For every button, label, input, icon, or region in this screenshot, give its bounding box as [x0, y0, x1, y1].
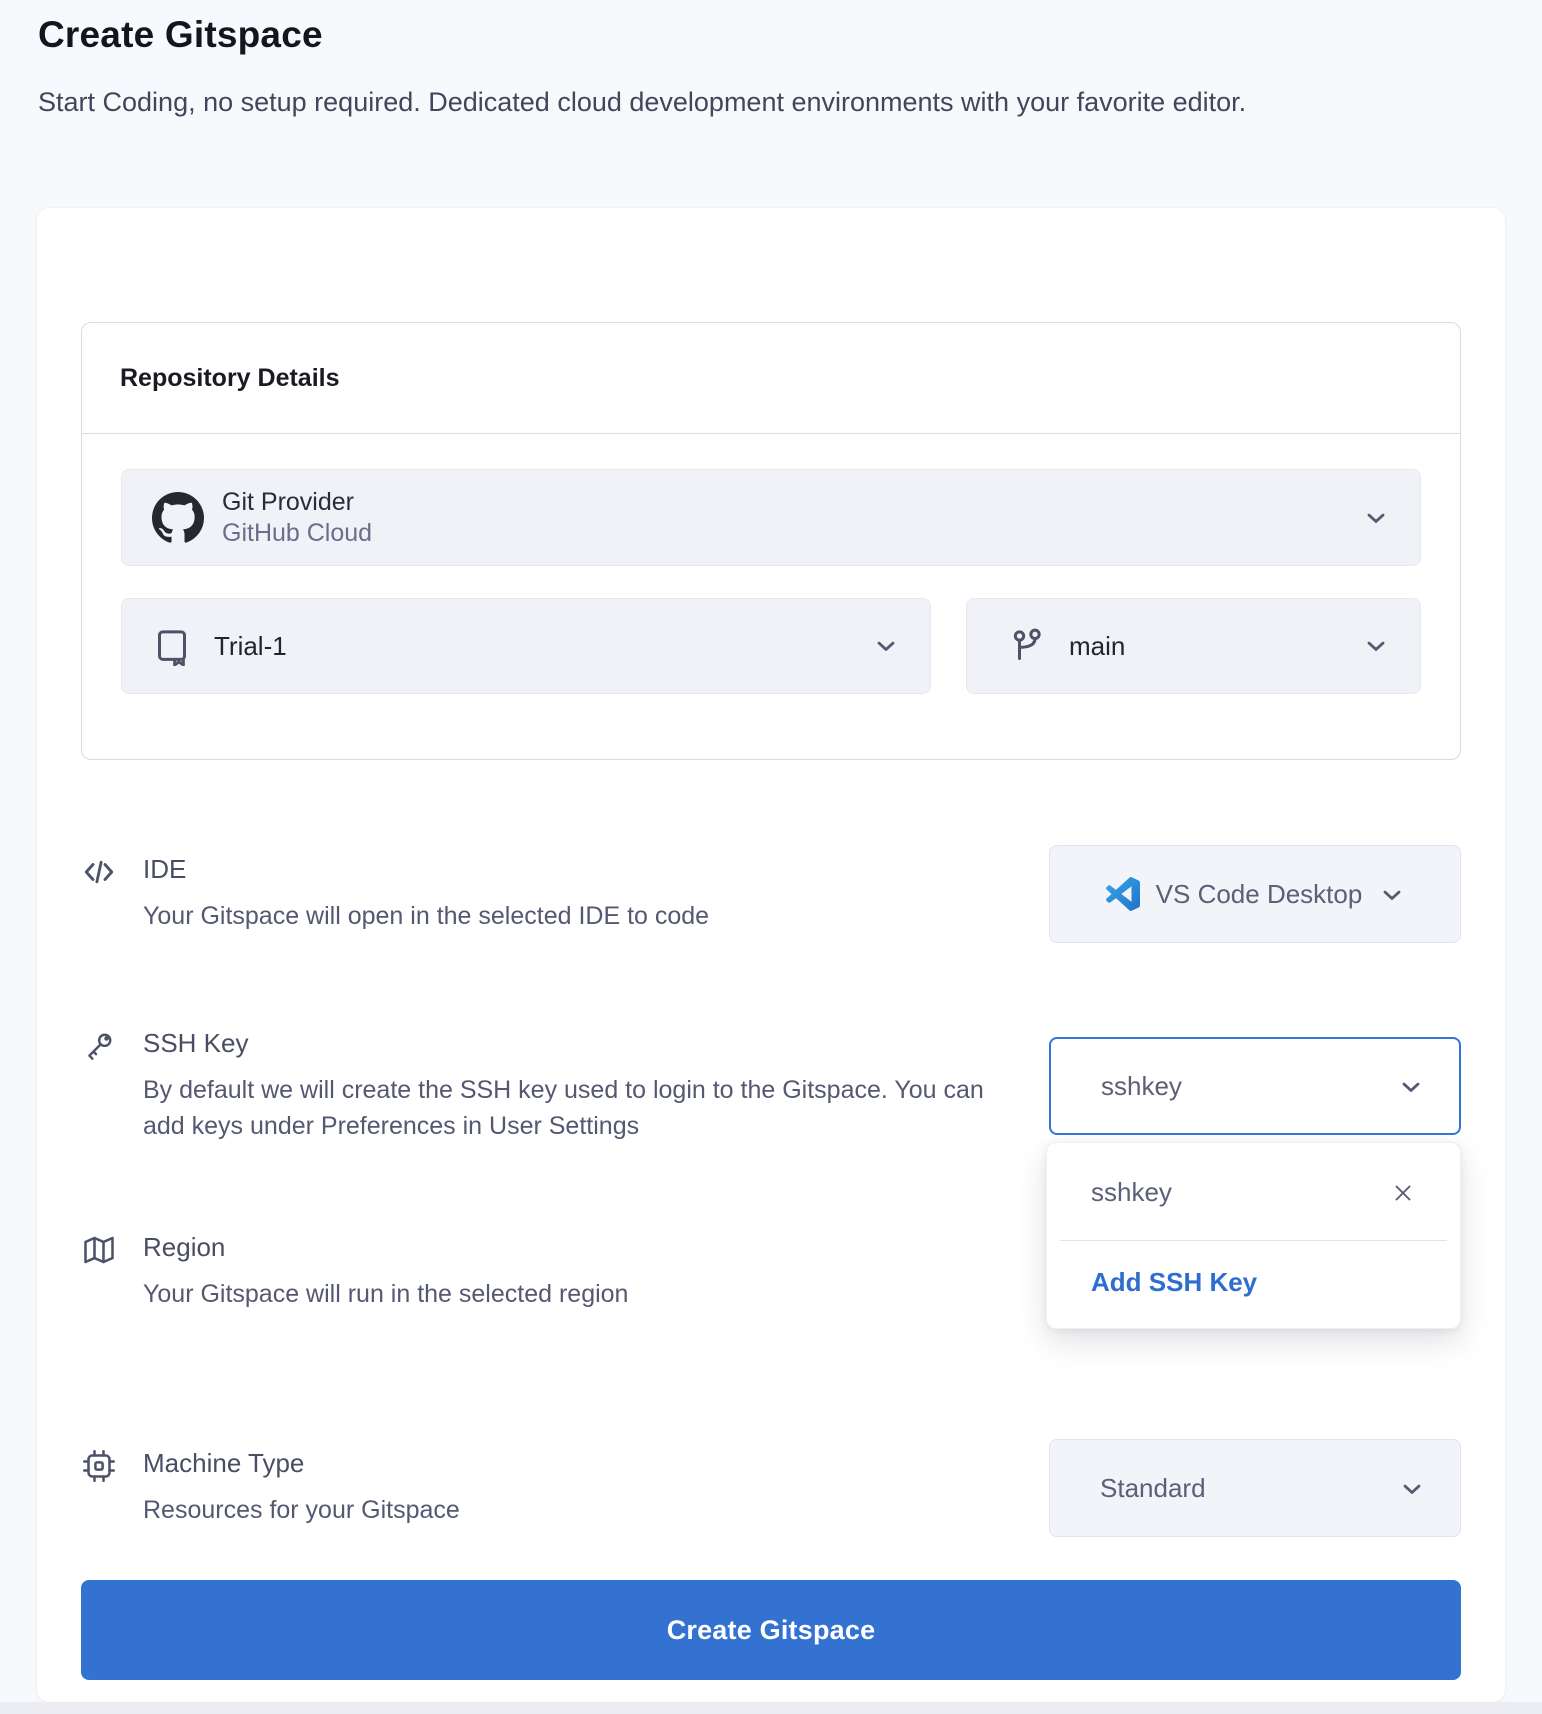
git-provider-value: GitHub Cloud — [222, 518, 373, 547]
chevron-down-icon — [1397, 1073, 1423, 1099]
ssh-key-option-label: sshkey — [1091, 1177, 1172, 1207]
gitspace-form-card — [37, 208, 1505, 1702]
page-subtitle: Start Coding, no setup required. Dedicated cloud development environments with your favorite editor. — [38, 87, 1247, 117]
machine-type-control — [1049, 1439, 1461, 1537]
ssh-key-dropdown-menu — [1046, 1142, 1461, 1329]
cpu-icon — [81, 1448, 117, 1484]
ide-select[interactable] — [1049, 845, 1461, 943]
ssh-key-info — [81, 1028, 1049, 1144]
region-text — [143, 1232, 628, 1312]
git-provider-label: Git Provider — [222, 487, 354, 516]
region-description: Your Gitspace will run in the selected region — [143, 1280, 629, 1308]
page-title: Create Gitspace — [38, 14, 323, 55]
repository-details-body — [82, 434, 1460, 759]
ssh-key-control — [1049, 1037, 1461, 1297]
ide-section — [81, 845, 1461, 943]
git-provider-text — [222, 487, 372, 549]
ide-selected-value: VS Code Desktop — [1155, 878, 1363, 909]
branch-value: main — [1069, 630, 1126, 661]
git-provider-select[interactable] — [121, 469, 1421, 566]
repository-select[interactable] — [121, 598, 931, 694]
create-gitspace-button[interactable]: Create Gitspace — [81, 1580, 1461, 1680]
machine-type-section — [81, 1439, 1461, 1537]
page-header — [0, 0, 1542, 126]
ssh-key-selected-value: sshkey — [1101, 1070, 1182, 1101]
add-ssh-key-link[interactable]: Add SSH Key — [1091, 1267, 1258, 1297]
ide-text — [143, 854, 709, 934]
region-label: Region — [143, 1232, 226, 1262]
chevron-down-icon — [872, 632, 900, 660]
ssh-key-option[interactable] — [1047, 1143, 1460, 1240]
map-icon — [81, 1232, 117, 1268]
chevron-down-icon — [1362, 632, 1390, 660]
repository-details-section — [81, 322, 1461, 760]
vscode-icon — [1106, 877, 1140, 911]
page-bottom-strip — [0, 1702, 1542, 1714]
remove-ssh-key-icon[interactable] — [1390, 1180, 1416, 1206]
machine-type-label: Machine Type — [143, 1448, 305, 1478]
machine-type-selected-value: Standard — [1100, 1472, 1206, 1503]
machine-type-text — [143, 1448, 460, 1528]
region-info — [81, 1232, 1049, 1312]
repo-branch-row — [121, 598, 1421, 694]
repository-details-header — [82, 323, 1460, 434]
repository-details-title: Repository Details — [120, 363, 340, 392]
chevron-down-icon — [1398, 1475, 1424, 1501]
ssh-key-label: SSH Key — [143, 1028, 249, 1058]
ssh-key-text — [143, 1028, 993, 1144]
ide-info — [81, 854, 1049, 934]
machine-type-info — [81, 1448, 1049, 1528]
chevron-down-icon — [1362, 504, 1390, 532]
ssh-key-select[interactable] — [1049, 1037, 1461, 1135]
key-icon — [81, 1028, 117, 1064]
machine-type-select[interactable] — [1049, 1439, 1461, 1537]
repository-value: Trial-1 — [214, 630, 287, 661]
repository-icon — [152, 626, 192, 666]
ssh-key-description: By default we will create the SSH key used to login to the Gitspace. You can add keys under Preferences in User Settings — [143, 1076, 984, 1140]
machine-type-description: Resources for your Gitspace — [143, 1496, 460, 1524]
chevron-down-icon — [1378, 881, 1404, 907]
git-branch-icon — [1007, 626, 1047, 666]
branch-select[interactable] — [966, 598, 1421, 694]
ide-description: Your Gitspace will open in the selected IDE to code — [143, 902, 710, 930]
code-icon — [81, 854, 117, 890]
github-icon — [152, 492, 204, 544]
ide-control — [1049, 845, 1461, 943]
ide-label: IDE — [143, 854, 187, 884]
